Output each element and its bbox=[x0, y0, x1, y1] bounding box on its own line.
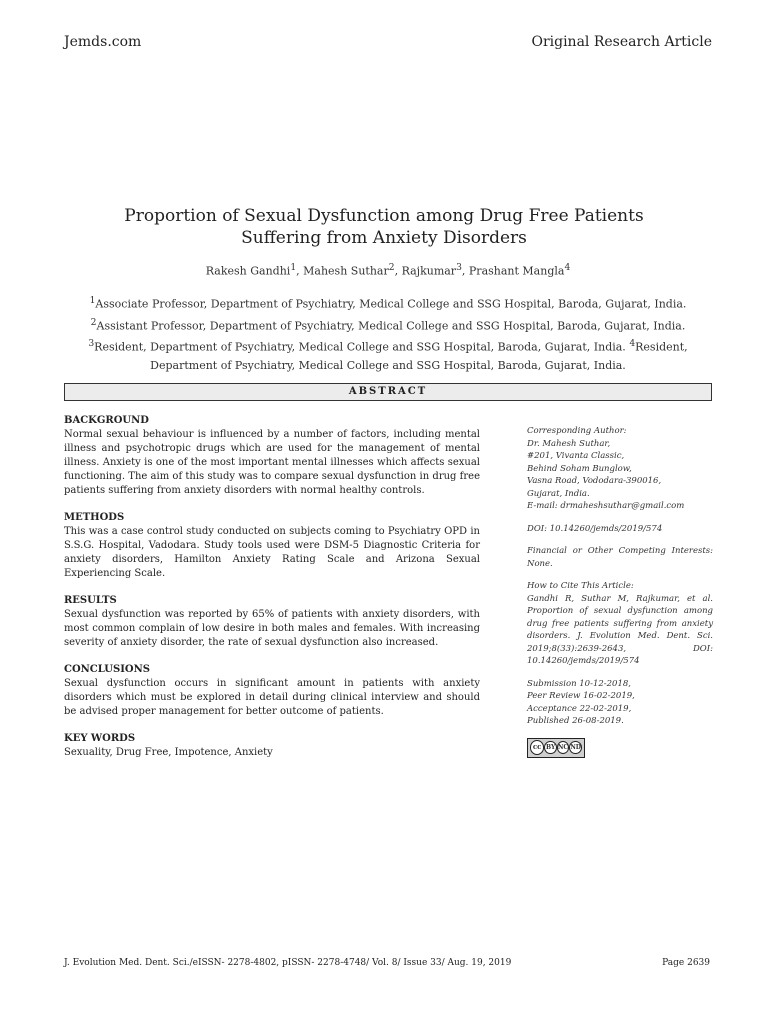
section-body-conclusions: Sexual dysfunction occurs in significant amount in patients with anxiety disorders which must be explored in detail during clinical interview and should be advised proper management for better outcome of patients. bbox=[64, 678, 480, 717]
journal-site: Jemds.com bbox=[64, 34, 142, 50]
author-name: Prashant Mangla bbox=[468, 264, 565, 278]
corresponding-line: #201, Vivanta Classic, bbox=[527, 451, 625, 461]
affil-sup: 1 bbox=[89, 295, 96, 306]
section-body-background: Normal sexual behaviour is influenced by a number of factors, including mental illness and psychotropic drugs which are used for the management of mental illness. Anxiety is one of the most important mental illnesses which affects sexual functioning. The aim of this study was to compare sexual dysfunction in drug free patients suffering from anxiety disorders with normal healthy controls. bbox=[64, 429, 480, 496]
corresponding-email[interactable]: E-mail: drmaheshsuthar@gmail.com bbox=[527, 501, 685, 511]
nd-icon: ND bbox=[569, 741, 582, 754]
author-list: Rakesh Gandhi$^1$, Mahesh Suthar$^2$, Rajkumar$^3$, Prashant Mangla$^4$ bbox=[205, 262, 571, 278]
affil-sup: 3 bbox=[88, 338, 95, 350]
footer-journal-info: J. Evolution Med. Dent. Sci./eISSN- 2278-4802, pISSN- 2278-4748/ Vol. 8/ Issue 33/ Aug. 19, 2019 bbox=[64, 958, 512, 968]
date-line: Submission 10-12-2018, bbox=[527, 678, 631, 689]
title-line: Suffering from Anxiety Disorders bbox=[241, 228, 527, 248]
section-body-methods: This was a case control study conducted on subjects coming to Psychiatry OPD in S.S.G. Hospital, Vadodara. Study tools used were DSM-5 Diagnostic Criteria for anxiety disorders, Hamilton Anxiety Rating Scale and Arizona Sexual Experiencing Scale. bbox=[64, 526, 480, 579]
author-name: Mahesh Suthar bbox=[303, 264, 389, 278]
nc-icon: NC bbox=[557, 741, 569, 754]
author-sup: 1 bbox=[290, 262, 297, 273]
affil-text: Resident, Department of Psychiatry, Medical College and SSG Hospital, Baroda, Gujarat, India. bbox=[94, 340, 626, 354]
affil-text: Associate Professor, Department of Psychiatry, Medical College and SSG Hospital, Baroda, Gujarat, India. bbox=[95, 297, 687, 311]
corresponding-line: Behind Soham Bunglow, bbox=[527, 463, 632, 474]
section-title-background: BACKGROUND bbox=[64, 415, 149, 426]
abstract-body bbox=[64, 414, 480, 773]
author-sup: 3 bbox=[456, 262, 462, 273]
author-sup: 4 bbox=[564, 262, 571, 273]
author-name: Rakesh Gandhi bbox=[205, 264, 291, 278]
date-line: Published 26-08-2019. bbox=[527, 716, 624, 726]
date-line: Peer Review 16-02-2019, bbox=[527, 691, 635, 701]
author-name: Rajkumar bbox=[401, 264, 457, 278]
article-title bbox=[84, 205, 684, 249]
section-title-conclusions: CONCLUSIONS bbox=[64, 664, 150, 675]
doi[interactable]: DOI: 10.14260/jemds/2019/574 bbox=[527, 523, 663, 534]
how-to-cite bbox=[527, 580, 713, 668]
cite-label: How to Cite This Article: bbox=[527, 581, 634, 591]
article-type: Original Research Article bbox=[531, 34, 712, 50]
abstract-header: ABSTRACT bbox=[64, 383, 712, 401]
corresponding-author bbox=[527, 425, 713, 513]
corresponding-line: Vasna Road, Vododara-390016, bbox=[527, 476, 662, 486]
section-title-keywords: KEY WORDS bbox=[64, 733, 136, 744]
affil-sup: 2 bbox=[90, 316, 97, 328]
section-title-methods: METHODS bbox=[64, 512, 125, 523]
corresponding-line: Gujarat, India. bbox=[527, 488, 590, 499]
affil-text: Resident, Department of Psychiatry, Medical College and SSG Hospital, Baroda, Gujarat, India. bbox=[150, 340, 688, 372]
affiliations bbox=[64, 292, 712, 375]
section-title-results: RESULTS bbox=[64, 595, 117, 606]
page-number: Page 2639 bbox=[662, 958, 710, 968]
cite-text: Gandhi R, Suthar M, Rajkumar, et al. Proportion of sexual dysfunction among drug free patients suffering from anxiety disorders. J. Evolution Med. Dent. Sci. 2019;8(33):2639-2643, DOI: 10.14260/jemds/2019/574 bbox=[527, 593, 713, 666]
section-body-results: Sexual dysfunction was reported by 65% of patients with anxiety disorders, with most common complain of low desire in both males and females. With increasing severity of anxiety disorder, the rate of sexual dysfunction also increased. bbox=[64, 609, 480, 648]
author-sup: 2 bbox=[388, 262, 395, 273]
corresponding-line: Corresponding Author: bbox=[527, 426, 627, 436]
creative-commons-license-badge[interactable] bbox=[527, 738, 585, 758]
affil-sup: 4 bbox=[629, 338, 636, 350]
creative-commons-icon: cc bbox=[530, 740, 544, 755]
affil-text: Assistant Professor, Department of Psychiatry, Medical College and SSG Hospital, Baroda, Gujarat, India. bbox=[96, 319, 686, 333]
date-line: Acceptance 22-02-2019, bbox=[527, 703, 632, 714]
by-icon: BY bbox=[544, 741, 556, 754]
title-line: Proportion of Sexual Dysfunction among Drug Free Patients bbox=[124, 206, 644, 226]
section-body-keywords: Sexuality, Drug Free, Impotence, Anxiety bbox=[64, 747, 273, 758]
article-dates bbox=[527, 678, 713, 728]
competing-interests: Financial or Other Competing Interests: None. bbox=[527, 546, 713, 569]
corresponding-line: Dr. Mahesh Suthar, bbox=[527, 438, 611, 449]
article-info-sidebar bbox=[527, 425, 713, 758]
